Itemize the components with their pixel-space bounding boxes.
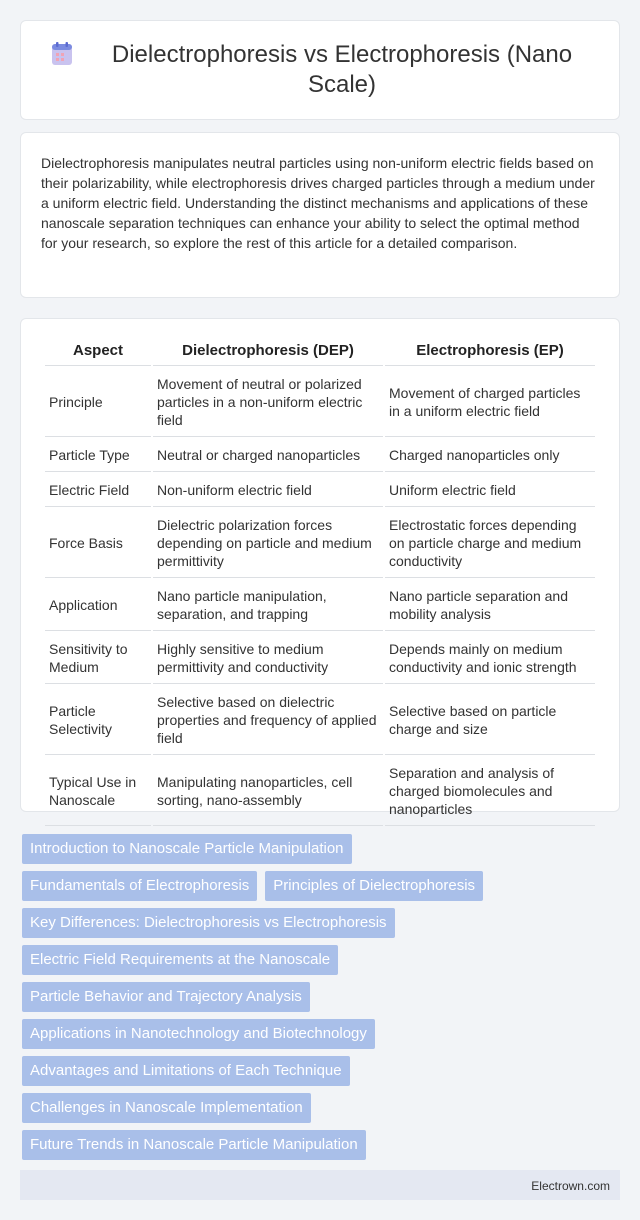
comparison-table (43, 337, 597, 828)
topic-link[interactable]: Electric Field Requirements at the Nanoscale (22, 945, 338, 975)
footer (20, 1170, 620, 1200)
cell-dep: Manipulating nanoparticles, cell sorting, nano-assembly (153, 757, 383, 826)
cell-ep: Nano particle separation and mobility analysis (385, 580, 595, 631)
page-title: Dielectrophoresis vs Electrophoresis (Nano Scale) (111, 41, 573, 98)
table-row (45, 368, 595, 437)
cell-ep: Selective based on particle charge and size (385, 686, 595, 755)
link-row (22, 982, 620, 1019)
table-row (45, 757, 595, 826)
cell-dep: Movement of neutral or polarized particles in a non-uniform electric field (153, 368, 383, 437)
cell-aspect: Electric Field (45, 474, 151, 507)
header-card (20, 20, 620, 120)
cell-dep: Selective based on dielectric properties and frequency of applied field (153, 686, 383, 755)
link-row (22, 1130, 620, 1167)
link-row (22, 871, 620, 908)
cell-dep: Dielectric polarization forces depending on particle and medium permittivity (153, 509, 383, 578)
cell-ep: Movement of charged particles in a uniform electric field (385, 368, 595, 437)
topic-link[interactable]: Future Trends in Nanoscale Particle Manipulation (22, 1130, 366, 1160)
table-row (45, 509, 595, 578)
title-wrap (51, 40, 589, 100)
intro-card (20, 132, 620, 298)
cell-aspect: Principle (45, 368, 151, 437)
topic-links (22, 834, 620, 1167)
cell-dep: Nano particle manipulation, separation, and trapping (153, 580, 383, 631)
cell-aspect: Force Basis (45, 509, 151, 578)
cell-ep: Separation and analysis of charged biomolecules and nanoparticles (385, 757, 595, 826)
topic-link[interactable]: Advantages and Limitations of Each Technique (22, 1056, 350, 1086)
cell-aspect: Particle Selectivity (45, 686, 151, 755)
cell-aspect: Sensitivity to Medium (45, 633, 151, 684)
topic-link[interactable]: Applications in Nanotechnology and Biotechnology (22, 1019, 375, 1049)
header-ep: Electrophoresis (EP) (385, 339, 595, 366)
table-row (45, 474, 595, 507)
cell-aspect: Particle Type (45, 439, 151, 472)
table-row (45, 439, 595, 472)
header-aspect: Aspect (45, 339, 151, 366)
comparison-table-card (20, 318, 620, 817)
cell-dep: Highly sensitive to medium permittivity and conductivity (153, 633, 383, 684)
link-row (22, 834, 620, 871)
cell-ep: Electrostatic forces depending on particle charge and medium conductivity (385, 509, 595, 578)
topic-link[interactable]: Challenges in Nanoscale Implementation (22, 1093, 311, 1123)
cell-ep: Uniform electric field (385, 474, 595, 507)
cell-aspect: Typical Use in Nanoscale (45, 757, 151, 826)
cell-ep: Depends mainly on medium conductivity and ionic strength (385, 633, 595, 684)
link-row (22, 908, 620, 945)
topic-link[interactable]: Particle Behavior and Trajectory Analysis (22, 982, 310, 1012)
footer-site[interactable]: Electrown.com (531, 1179, 610, 1193)
topic-link[interactable]: Fundamentals of Electrophoresis (22, 871, 257, 901)
cell-ep: Charged nanoparticles only (385, 439, 595, 472)
table-row (45, 580, 595, 631)
intro-paragraph: Dielectrophoresis manipulates neutral particles using non-uniform electric fields based on their polarizability, while electrophoresis drives charged particles through a medium under a uniform electric field. Understanding the distinct mechanisms and applications of these nanoscale separation techniques can enhance your ability to select the optimal method for your research, so explore the rest of this article for a detailed comparison. (41, 155, 595, 251)
cell-dep: Neutral or charged nanoparticles (153, 439, 383, 472)
table-row (45, 686, 595, 755)
link-row (22, 1019, 620, 1056)
topic-link[interactable]: Key Differences: Dielectrophoresis vs Electrophoresis (22, 908, 395, 938)
table-row (45, 633, 595, 684)
link-row (22, 1093, 620, 1130)
topic-link[interactable]: Principles of Dielectrophoresis (265, 871, 483, 901)
document-icon (51, 42, 73, 66)
link-row (22, 945, 620, 982)
header-dep: Dielectrophoresis (DEP) (153, 339, 383, 366)
cell-dep: Non-uniform electric field (153, 474, 383, 507)
table-header-row (45, 339, 595, 366)
topic-link[interactable]: Introduction to Nanoscale Particle Manipulation (22, 834, 352, 864)
cell-aspect: Application (45, 580, 151, 631)
link-row (22, 1056, 620, 1093)
